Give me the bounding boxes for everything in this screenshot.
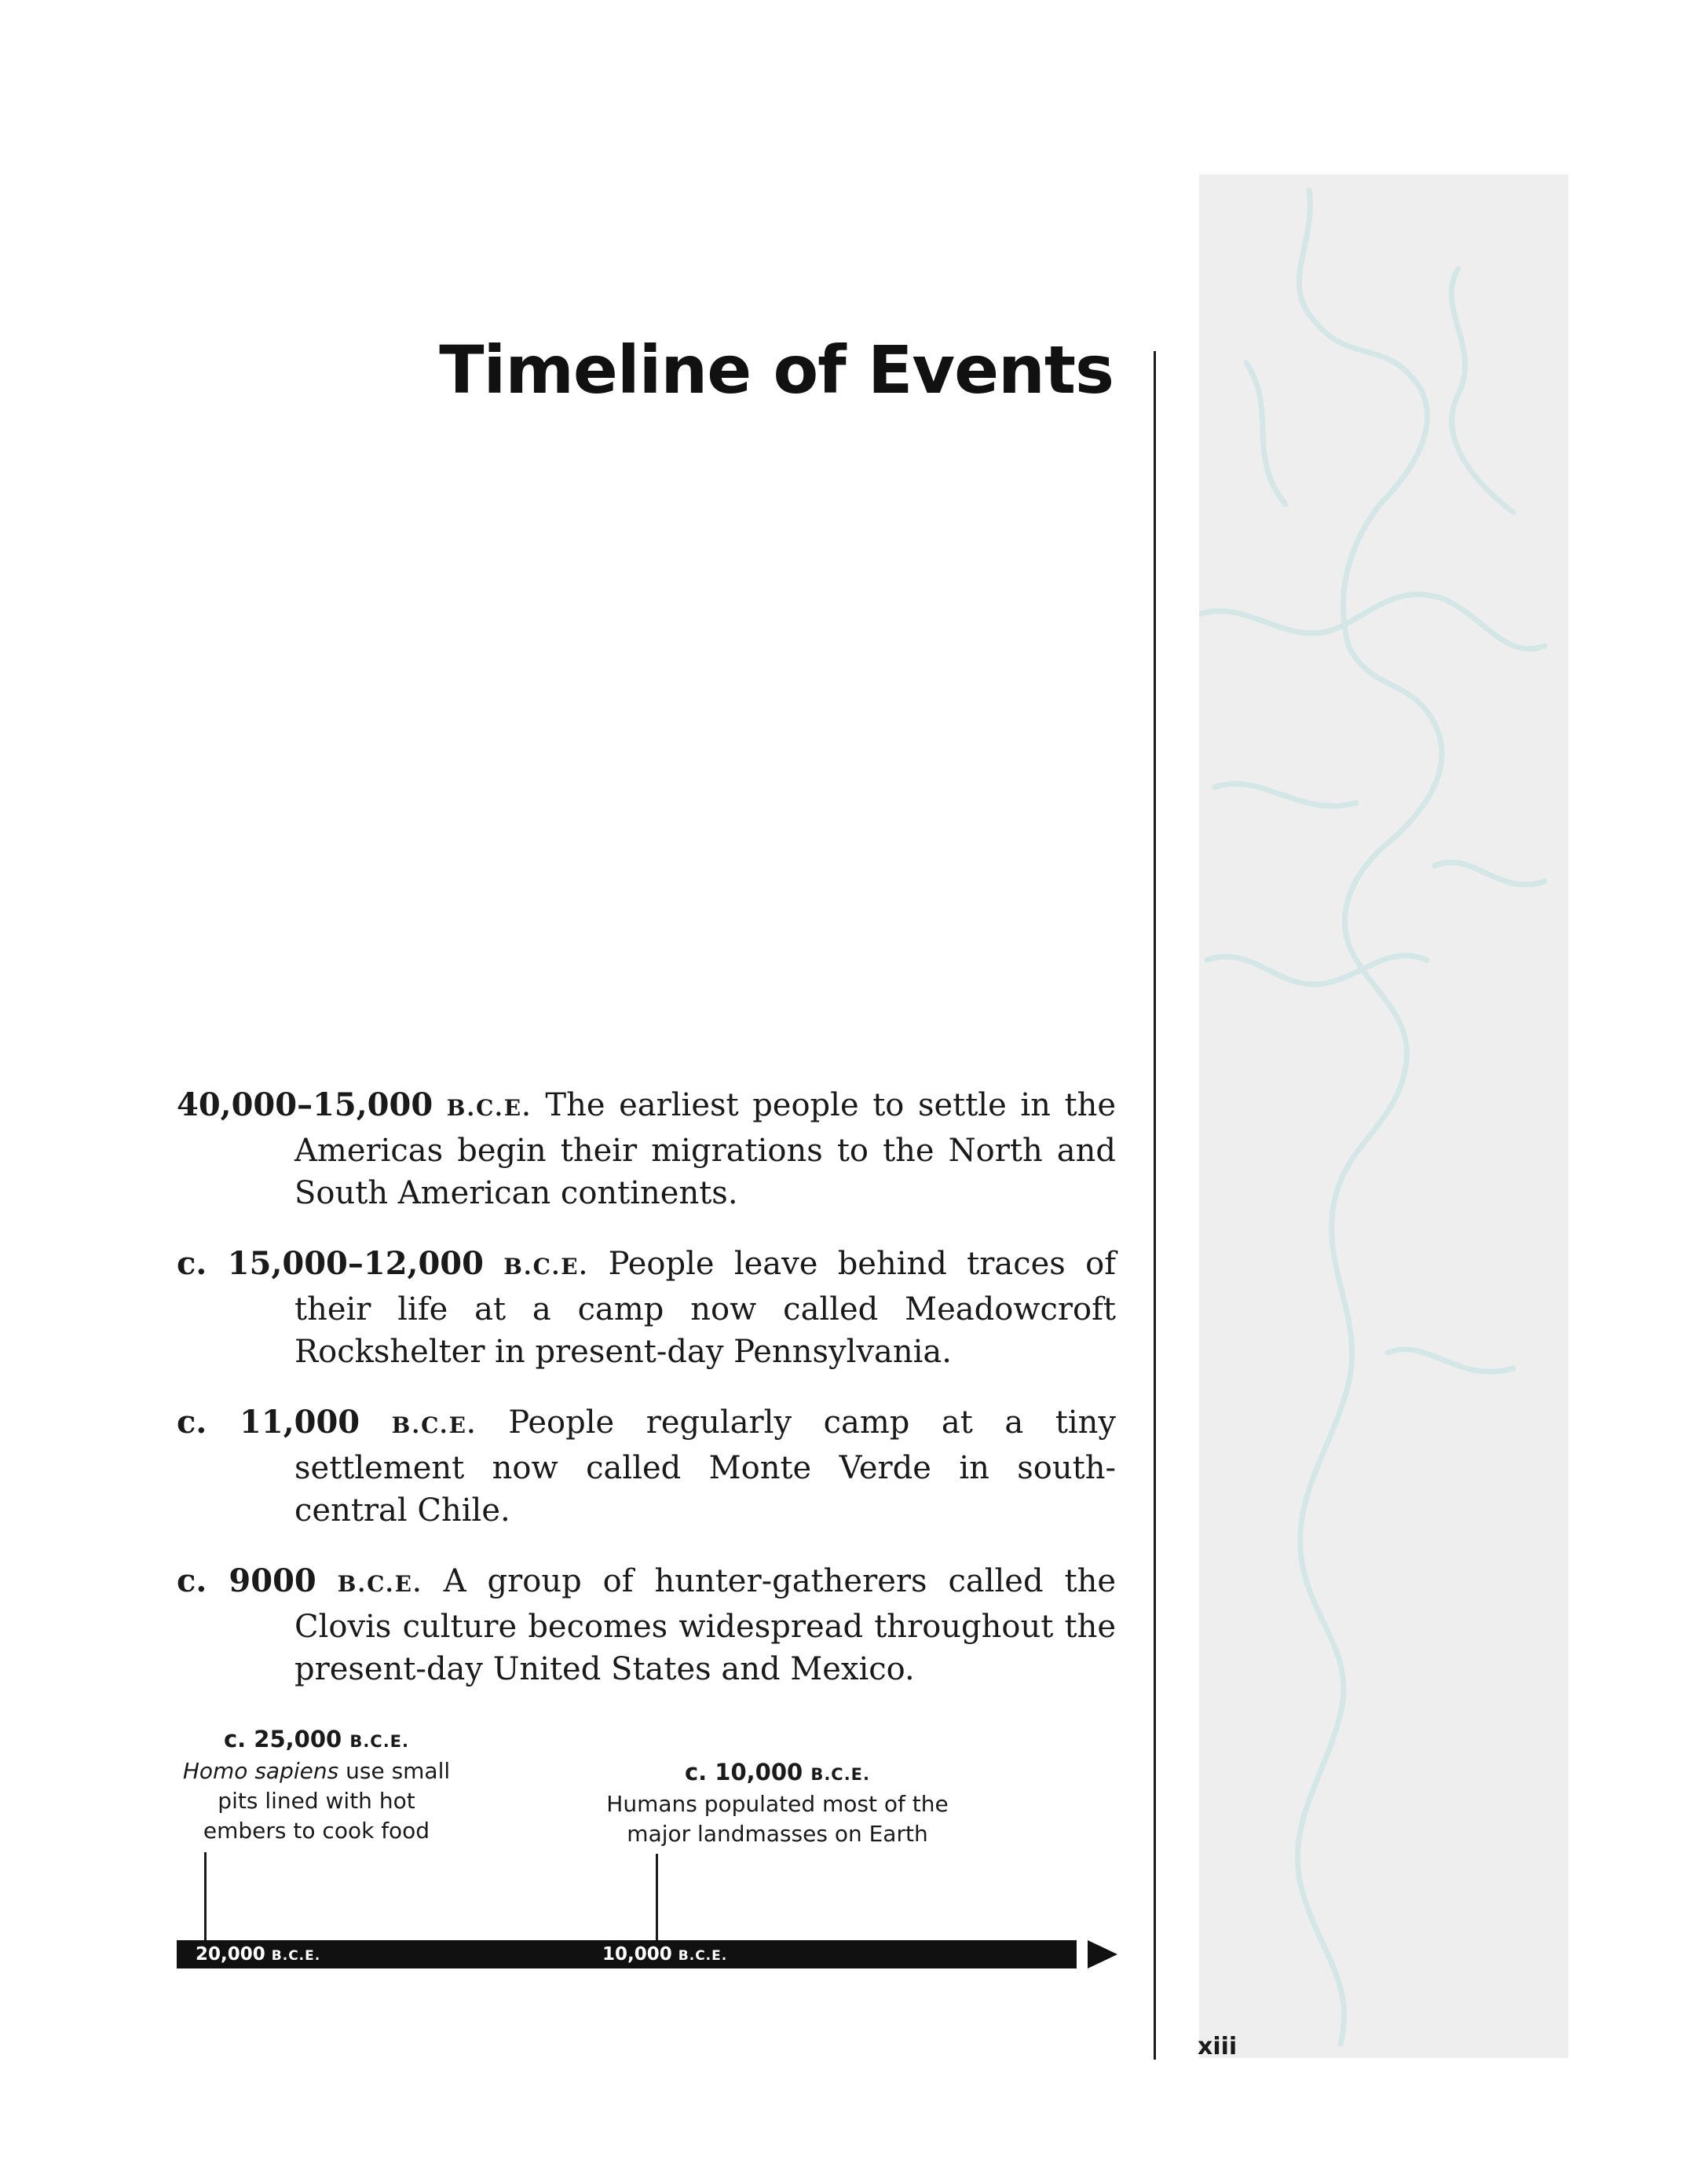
timeline-entries [177,1084,1116,1719]
timeline-event-25000 [179,1724,454,1846]
entry-date: 40,000–15,000 [177,1086,433,1123]
timeline-entry [177,1560,1116,1690]
timeline-entry [177,1401,1116,1532]
vertical-rule [1154,351,1156,2060]
entry-date: c. 11,000 [177,1404,360,1441]
page-title: Timeline of Events [439,331,1114,408]
event-line: pits lined with hot [218,1788,415,1814]
timeline-entry [177,1084,1116,1214]
event-date: c. 25,000 B.C.E. [223,1726,410,1752]
entry-era: B.C.E. [503,1254,589,1280]
timeline-tick [204,1852,207,1940]
event-line: major landmasses on Earth [627,1821,928,1847]
bar-label: 20,000 B.C.E. [196,1944,321,1965]
entry-era: B.C.E. [391,1412,477,1438]
entry-text: A group of hunter-gatherers called the Clovis culture becomes widespread throughout the present-day United States and Mexico. [294,1563,1116,1687]
timeline-event-10000 [597,1757,958,1849]
page-number: xiii [1198,2033,1238,2060]
map-background-illustration [1199,174,1568,2058]
entry-text: People regularly camp at a tiny settlement now called Monte Verde in south-central Chile. [294,1404,1117,1529]
event-line: embers to cook food [203,1818,430,1844]
timeline-tick [656,1854,658,1940]
entry-text: People leave behind traces of their life at a camp now called Meadowcroft Rockshelter in present-day Pennsylvania. [294,1246,1116,1370]
timeline-arrow-icon [1088,1940,1117,1968]
entry-date: c. 9000 [177,1562,316,1599]
decorative-map-strip [1199,174,1568,2058]
entry-text: The earliest people to settle in the Americas begin their migrations to the North and South American continents. [294,1087,1116,1211]
event-italic-term: Homo sapiens [182,1758,339,1784]
entry-era: B.C.E. [337,1571,422,1597]
entry-date: c. 15,000–12,000 [177,1245,484,1282]
timeline-entry [177,1243,1116,1373]
event-date: c. 10,000 B.C.E. [684,1759,871,1785]
event-line: Humans populated most of the [606,1791,949,1817]
bar-label: 10,000 B.C.E. [602,1944,728,1965]
timeline-bar [177,1940,1077,1968]
event-line: Homo sapiens use small [182,1758,451,1784]
entry-era: B.C.E. [446,1095,532,1121]
